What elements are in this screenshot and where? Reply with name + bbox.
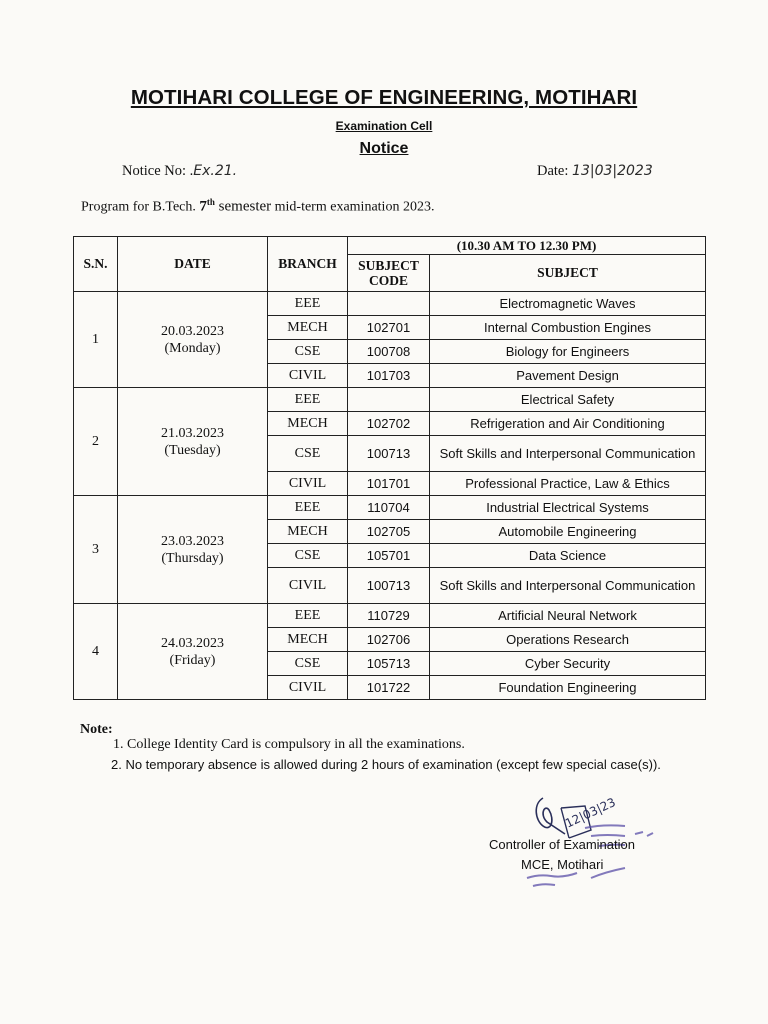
cell-date-value: 23.03.2023 <box>161 533 224 549</box>
cell-subject: Industrial Electrical Systems <box>430 496 706 520</box>
controller-office: MCE, Motihari <box>521 857 604 872</box>
notice-number-value: Ex.21. <box>193 163 238 179</box>
cell-subject-code: 102706 <box>348 628 430 652</box>
cell-branch: CSE <box>268 652 348 676</box>
cell-date <box>118 496 268 604</box>
cell-subject-code: 105713 <box>348 652 430 676</box>
cell-sn: 3 <box>74 496 118 604</box>
cell-subject-code: 102702 <box>348 412 430 436</box>
cell-branch: CSE <box>268 340 348 364</box>
cell-subject-code: 101703 <box>348 364 430 388</box>
cell-branch: MECH <box>268 316 348 340</box>
notice-date-label: Date: <box>537 163 573 179</box>
cell-date-day: (Monday) <box>164 340 221 356</box>
cell-subject-code: 100708 <box>348 340 430 364</box>
cell-branch: EEE <box>268 604 348 628</box>
cell-subject: Data Science <box>430 544 706 568</box>
cell-subject: Soft Skills and Interpersonal Communication <box>430 568 706 604</box>
notice-number <box>122 163 237 180</box>
controller-title: Controller of Examination <box>489 837 635 852</box>
cell-branch: MECH <box>268 520 348 544</box>
cell-subject: Operations Research <box>430 628 706 652</box>
note-heading: Note: <box>80 722 113 737</box>
cell-branch: CSE <box>268 544 348 568</box>
cell-branch: CSE <box>268 436 348 472</box>
note-item-2: 2. No temporary absence is allowed during 2 hours of examination (except few special case(s)). <box>111 757 661 772</box>
signature-date: 12|03|23 <box>562 795 618 831</box>
cell-date-value: 20.03.2023 <box>161 323 224 339</box>
cell-sn: 2 <box>74 388 118 496</box>
notice-number-label: Notice No: . <box>122 163 194 179</box>
cell-subject-code <box>348 388 430 412</box>
program-semester-word: semester <box>214 198 272 215</box>
notice-date-value: 13|03|2023 <box>572 163 653 179</box>
cell-date-day: (Tuesday) <box>164 442 221 458</box>
program-semester-suffix: th <box>206 197 215 207</box>
schedule-body <box>74 292 706 700</box>
cell-date <box>118 604 268 700</box>
college-name: MOTIHARI COLLEGE OF ENGINEERING, MOTIHARI <box>130 86 638 109</box>
cell-subject: Refrigeration and Air Conditioning <box>430 412 706 436</box>
cell-subject: Internal Combustion Engines <box>430 316 706 340</box>
cell-subject-code: 101722 <box>348 676 430 700</box>
notice-title: Notice <box>359 140 409 157</box>
cell-branch: EEE <box>268 388 348 412</box>
cell-branch: MECH <box>268 628 348 652</box>
header-branch: BRANCH <box>268 237 348 292</box>
cell-date-value: 21.03.2023 <box>161 425 224 441</box>
cell-date <box>118 292 268 388</box>
cell-branch: EEE <box>268 292 348 316</box>
table-row <box>74 496 706 520</box>
cell-subject: Biology for Engineers <box>430 340 706 364</box>
cell-date-day: (Friday) <box>169 652 216 668</box>
cell-branch: CIVIL <box>268 676 348 700</box>
cell-subject: Professional Practice, Law & Ethics <box>430 472 706 496</box>
cell-subject-code: 101701 <box>348 472 430 496</box>
cell-date-value: 24.03.2023 <box>161 635 224 651</box>
cell-sn: 4 <box>74 604 118 700</box>
cell-subject: Pavement Design <box>430 364 706 388</box>
cell-subject: Foundation Engineering <box>430 676 706 700</box>
header-sn: S.N. <box>74 237 118 292</box>
cell-subject-code: 105701 <box>348 544 430 568</box>
note-item-1: 1. College Identity Card is compulsory in all the examinations. <box>113 737 465 752</box>
table-row <box>74 604 706 628</box>
cell-subject-code: 102705 <box>348 520 430 544</box>
cell-branch: MECH <box>268 412 348 436</box>
cell-subject-code <box>348 292 430 316</box>
cell-subject: Electrical Safety <box>430 388 706 412</box>
cell-date-day: (Thursday) <box>161 550 224 566</box>
cell-subject-code: 110704 <box>348 496 430 520</box>
cell-branch: EEE <box>268 496 348 520</box>
cell-sn: 1 <box>74 292 118 388</box>
cell-subject-code: 100713 <box>348 436 430 472</box>
program-suffix: mid-term examination 2023. <box>271 199 435 215</box>
schedule-table <box>73 236 706 700</box>
header-time-slot: (10.30 AM TO 12.30 PM) <box>348 237 706 255</box>
table-row <box>74 292 706 316</box>
header-date: DATE <box>118 237 268 292</box>
cell-subject: Soft Skills and Interpersonal Communication <box>430 436 706 472</box>
table-row <box>74 388 706 412</box>
program-line <box>81 197 434 216</box>
cell-branch: CIVIL <box>268 568 348 604</box>
examination-cell-label: Examination Cell <box>335 119 433 133</box>
cell-branch: CIVIL <box>268 472 348 496</box>
cell-subject-code: 100713 <box>348 568 430 604</box>
cell-subject-code: 110729 <box>348 604 430 628</box>
cell-subject-code: 102701 <box>348 316 430 340</box>
cell-branch: CIVIL <box>268 364 348 388</box>
notice-date <box>537 163 653 180</box>
header-subject-code: SUBJECT CODE <box>348 255 430 292</box>
cell-subject: Cyber Security <box>430 652 706 676</box>
cell-subject: Automobile Engineering <box>430 520 706 544</box>
program-semester-number: 7 <box>199 198 207 215</box>
cell-subject: Electromagnetic Waves <box>430 292 706 316</box>
cell-subject: Artificial Neural Network <box>430 604 706 628</box>
program-prefix: Program for B.Tech. <box>81 199 200 215</box>
cell-date <box>118 388 268 496</box>
header-subject: SUBJECT <box>430 255 706 292</box>
